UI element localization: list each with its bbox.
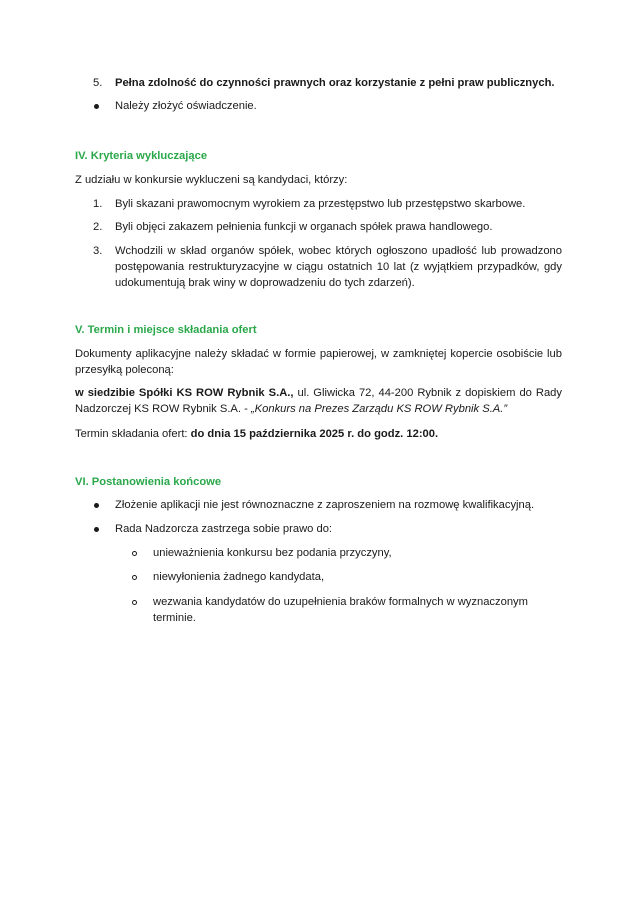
circle-bullet-icon <box>132 575 137 580</box>
deadline-label: Termin składania ofert: <box>75 428 191 440</box>
bullet-item-text: Należy złożyć oświadczenie. <box>115 100 257 112</box>
deadline-paragraph <box>75 426 562 442</box>
bullet-icon <box>94 527 99 532</box>
list-number: 3. <box>93 245 103 257</box>
address-bold: w siedzibie Spółki KS ROW Rybnik S.A., <box>75 387 294 399</box>
section-heading: V. Termin i miejsce składania ofert <box>75 324 257 336</box>
sub-item-text: niewyłonienia żadnego kandydata, <box>153 571 325 583</box>
list-number: 2. <box>93 221 103 233</box>
list-number: 1. <box>93 198 103 210</box>
list-item-text: Pełna zdolność do czynności prawnych oraz korzystanie z pełni praw publicznych. <box>115 77 555 89</box>
sub-item-text: unieważnienia konkursu bez podania przyczyny, <box>153 547 392 559</box>
list-item-text: Byli skazani prawomocnym wyrokiem za przestępstwo lub przestępstwo skarbowe. <box>115 198 526 210</box>
bullet-item-text: Rada Nadzorcza zastrzega sobie prawo do: <box>115 523 333 535</box>
circle-bullet-icon <box>132 551 137 556</box>
circle-bullet-icon <box>132 600 137 605</box>
bullet-item-text: Złożenie aplikacji nie jest równoznaczne z zaproszeniem na rozmowę kwalifikacyjną. <box>115 499 535 511</box>
list-item-text: Byli objęci zakazem pełnienia funkcji w organach spółek prawa handlowego. <box>115 221 493 233</box>
section-intro: Z udziału w konkursie wykluczeni są kandydaci, którzy: <box>75 174 348 186</box>
deadline-value: do dnia 15 października 2025 r. do godz. 12:00. <box>190 428 439 440</box>
section-heading: IV. Kryteria wykluczające <box>75 150 208 162</box>
bullet-icon <box>94 104 99 109</box>
address-paragraph <box>75 385 562 417</box>
address-text: ul. Gliwicka 72, 44-200 Rybnik z dopiskiem do Rady Nadzorczej KS ROW Rybnik S.A. - <box>75 387 562 415</box>
list-item-text: Wchodzili w skład organów spółek, wobec których ogłoszono upadłość lub prowadzono postępowania restrukturyzacyjne w ciągu ostatnich 10 lat (z wyjątkiem przypadków, gdy udokumentują brak winy w doprowadzeniu do tych zdarzeń). <box>115 245 562 289</box>
section-paragraph: Dokumenty aplikacyjne należy składać w formie papierowej, w zamkniętej kopercie osobiście lub przesyłką poleconą: <box>75 348 562 376</box>
address-italic: „Konkurs na Prezes Zarządu KS ROW Rybnik S.A.” <box>250 403 508 415</box>
bullet-icon <box>94 503 99 508</box>
sub-item-text: wezwania kandydatów do uzupełnienia braków formalnych w wyznaczonym terminie. <box>153 596 528 624</box>
section-heading: VI. Postanowienia końcowe <box>75 476 222 488</box>
list-number: 5. <box>93 77 103 89</box>
